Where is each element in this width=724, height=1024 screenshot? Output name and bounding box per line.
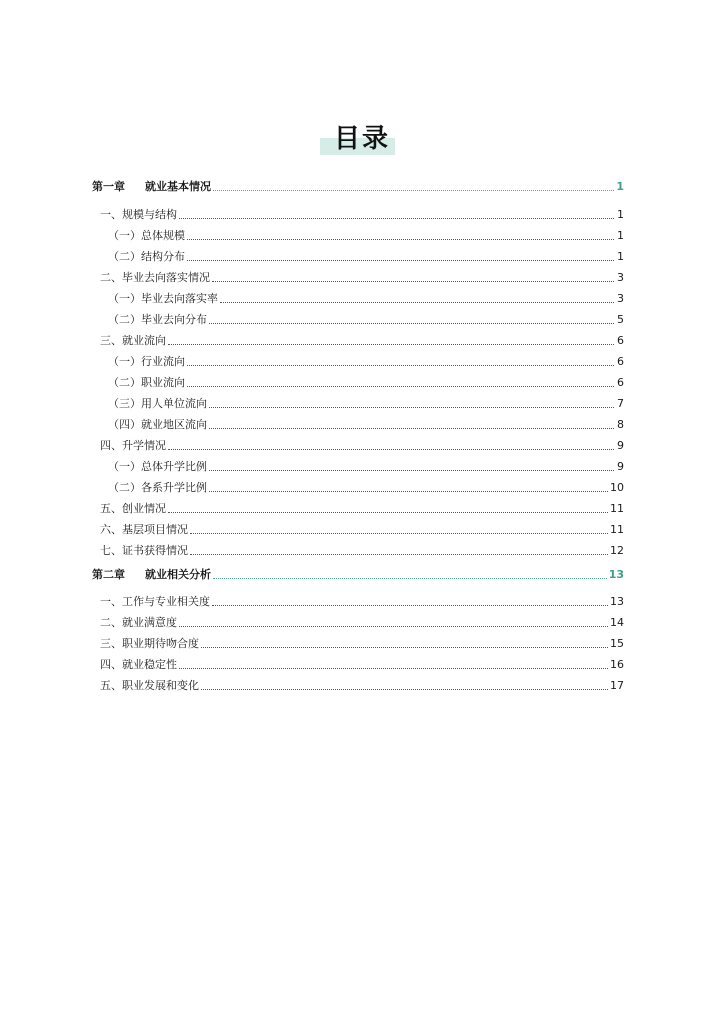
toc-section-entry[interactable] [92,500,624,516]
toc-subsection-entry[interactable] [92,416,624,432]
dot-leader [220,302,614,303]
toc-entry-label: 三、职业期待吻合度 [100,637,199,650]
toc-page-number: 13 [610,595,624,608]
toc-section-entry[interactable] [92,614,624,630]
toc-section-entry[interactable] [92,635,624,651]
toc-entry-label: 七、证书获得情况 [100,544,188,557]
toc-section-entry[interactable] [92,521,624,537]
toc-entry-label: 六、基层项目情况 [100,523,188,536]
chapter-number: 第二章 [92,568,125,581]
toc-page-number: 13 [608,568,624,581]
toc-section-entry[interactable] [92,332,624,348]
dot-leader [168,344,614,345]
toc-entry-label: 一、工作与专业相关度 [100,595,210,608]
toc-entry-label: （二）毕业去向分布 [108,313,207,326]
toc-page-number: 6 [617,355,624,368]
dot-leader [212,281,614,282]
dot-leader [187,260,614,261]
dot-leader [213,190,614,191]
toc-chapter-entry[interactable] [92,566,624,582]
toc-page-number: 11 [610,523,624,536]
toc-page-number: 1 [616,180,624,193]
chapter-title: 就业相关分析 [145,568,211,581]
toc-subsection-entry[interactable] [92,290,624,306]
dot-leader [190,554,608,555]
toc-entry-label: （一）毕业去向落实率 [108,292,218,305]
toc-entry-label: 四、升学情况 [100,439,166,452]
toc-entry-label [92,568,211,582]
dot-leader [209,323,614,324]
dot-leader [213,578,607,579]
toc-entry-label: （三）用人单位流向 [108,397,207,410]
toc-page-number: 10 [610,481,624,494]
dot-leader [209,470,614,471]
toc-page-number: 6 [617,334,624,347]
dot-leader [209,491,608,492]
toc-entry-label: 五、职业发展和变化 [100,679,199,692]
dot-leader [187,365,614,366]
toc-subsection-entry[interactable] [92,353,624,369]
toc-entry-label: 五、创业情况 [100,502,166,515]
toc-page-number: 6 [617,376,624,389]
toc-entry-label: 四、就业稳定性 [100,658,177,671]
dot-leader [179,218,614,219]
dot-leader [187,386,614,387]
toc-entry-label: （一）总体规模 [108,229,185,242]
toc-entry-label: （二）结构分布 [108,250,185,263]
toc-section-entry[interactable] [92,677,624,693]
toc-entry-label: （二）职业流向 [108,376,185,389]
dot-leader [209,407,614,408]
toc-page-number: 1 [617,250,624,263]
toc-section-entry[interactable] [92,656,624,672]
toc-page-number: 8 [617,418,624,431]
toc-entry-label: （一）行业流向 [108,355,185,368]
toc-entry-label: （四）就业地区流向 [108,418,207,431]
toc-subsection-entry[interactable] [92,227,624,243]
toc-page-number: 14 [610,616,624,629]
dot-leader [201,647,608,648]
toc-entry-label: 二、毕业去向落实情况 [100,271,210,284]
toc-page-number: 1 [617,229,624,242]
dot-leader [209,428,614,429]
toc-subsection-entry[interactable] [92,479,624,495]
dot-leader [168,449,614,450]
toc-entry-label: 二、就业满意度 [100,616,177,629]
dot-leader [179,668,608,669]
chapter-title: 就业基本情况 [145,180,211,193]
toc-page-number: 5 [617,313,624,326]
toc-page-number: 16 [610,658,624,671]
toc-page-number: 9 [617,439,624,452]
toc-entry-label [92,180,211,194]
toc-subsection-entry[interactable] [92,374,624,390]
dot-leader [212,605,608,606]
toc-section-entry[interactable] [92,206,624,222]
toc-page-number: 7 [617,397,624,410]
page-title: 目录 [333,124,390,154]
toc-page-number: 9 [617,460,624,473]
toc-section-entry[interactable] [92,437,624,453]
toc-section-entry[interactable] [92,593,624,609]
toc-subsection-entry[interactable] [92,248,624,264]
toc-page-number: 12 [610,544,624,557]
toc-subsection-entry[interactable] [92,458,624,474]
toc-page-number: 1 [617,208,624,221]
dot-leader [201,689,608,690]
toc-page-number: 15 [610,637,624,650]
toc-entry-label: 一、规模与结构 [100,208,177,221]
toc-chapter-entry[interactable] [92,178,624,194]
toc-entry-label: （一）总体升学比例 [108,460,207,473]
toc-page-number: 17 [610,679,624,692]
toc-section-entry[interactable] [92,542,624,558]
toc-page-number: 3 [617,271,624,284]
toc-subsection-entry[interactable] [92,395,624,411]
chapter-number: 第一章 [92,180,125,193]
toc-page-number: 11 [610,502,624,515]
dot-leader [187,239,614,240]
dot-leader [190,533,608,534]
toc-section-entry[interactable] [92,269,624,285]
dot-leader [168,512,608,513]
title-block [0,124,724,158]
toc-subsection-entry[interactable] [92,311,624,327]
toc-page-number: 3 [617,292,624,305]
toc-entry-label: 三、就业流向 [100,334,166,347]
toc-entry-label: （二）各系升学比例 [108,481,207,494]
dot-leader [179,626,608,627]
